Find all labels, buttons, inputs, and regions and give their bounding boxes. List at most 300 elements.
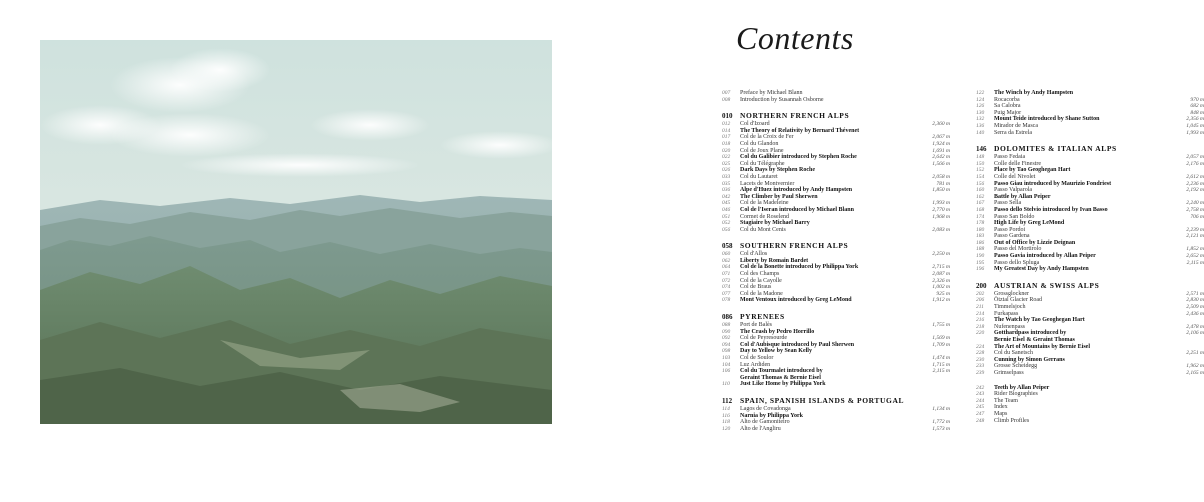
page-number: 077 — [722, 290, 731, 297]
climb-elevation: 2,239 m — [1186, 226, 1204, 233]
page-number: 228 — [976, 350, 985, 357]
entry-title: The Watch by Tao Geoghegan Hart — [994, 317, 1085, 324]
entry-title: Battle by Allan Peiper — [994, 193, 1051, 200]
contents-entry — [976, 194, 1204, 201]
page-number: 224 — [976, 343, 985, 350]
contents-entry — [976, 266, 1204, 273]
page-number: 239 — [976, 369, 985, 376]
entry-title: High Life by Greg LeMond — [994, 220, 1065, 227]
entry-title: Out of Office by Lizzie Deignan — [994, 239, 1076, 246]
contents-entry — [976, 110, 1204, 117]
contents-column-left — [722, 90, 950, 432]
climb-elevation: 1,968 m — [932, 213, 950, 220]
page-number: 118 — [722, 419, 730, 426]
page-number: 012 — [722, 121, 731, 128]
contents-entry — [976, 187, 1204, 194]
contents-entry — [976, 174, 1204, 181]
contents-entry — [976, 391, 1204, 398]
entry-title: Grossglockner — [994, 290, 1029, 297]
page-number: 110 — [722, 381, 730, 388]
entry-title: Ötztal Glacier Road — [994, 297, 1042, 304]
contents-entry — [976, 97, 1204, 104]
entry-title: Cunning by Simon Gerrans — [994, 356, 1065, 363]
section-title: SPAIN, SPANISH ISLANDS & PORTUGAL — [740, 395, 905, 405]
contents-entry — [976, 363, 1204, 370]
page-number: 247 — [976, 410, 985, 417]
climb-elevation: 2,236 m — [1186, 180, 1204, 187]
climb-elevation: 925 m — [936, 290, 950, 297]
entry-title: Mont Ventoux introduced by Greg LeMond — [740, 297, 852, 304]
contents-entry — [976, 233, 1204, 240]
contents-entry — [722, 141, 950, 148]
entry-title: The Winch by Andy Hampsten — [994, 90, 1074, 96]
contents-entry — [976, 130, 1204, 137]
page-number: 122 — [976, 90, 985, 96]
section-heading — [976, 280, 1204, 291]
contents-entry — [722, 297, 950, 304]
entry-title: Colle delle Finestre — [994, 160, 1041, 167]
page-number: 020 — [722, 147, 731, 154]
climb-elevation: 2,652 m — [1186, 253, 1204, 260]
page-number: 245 — [976, 404, 985, 411]
page-number: 033 — [722, 173, 731, 180]
contents-entry — [976, 103, 1204, 110]
climb-elevation: 1,993 m — [932, 200, 950, 207]
page-number: 130 — [976, 109, 985, 116]
contents-entry — [722, 148, 950, 155]
section-title: AUSTRIAN & SWISS ALPS — [994, 280, 1100, 290]
page-number: 126 — [976, 103, 985, 110]
entry-title: The Team — [994, 397, 1018, 404]
page-number: 064 — [722, 264, 731, 271]
contents-entry — [722, 214, 950, 221]
climb-elevation: 2,758 m — [1186, 206, 1204, 213]
section-heading — [722, 311, 950, 322]
section-gap — [722, 304, 950, 308]
contents-entry — [722, 413, 950, 420]
page-number: 088 — [722, 322, 731, 329]
contents-entry — [722, 271, 950, 278]
entry-title: Lacets de Montvernier — [740, 180, 795, 187]
page-number: 168 — [976, 206, 985, 213]
contents-entry — [722, 187, 950, 194]
entry-title: Rider Biographies — [994, 391, 1038, 398]
contents-entry — [722, 342, 950, 349]
entry-title: My Greatest Day by Andy Hampsten — [994, 266, 1089, 273]
contents-entry — [976, 253, 1204, 260]
climb-elevation: 1,755 m — [932, 322, 950, 329]
page-number: 052 — [722, 220, 731, 227]
entry-title: Col de la Madeleine — [740, 200, 789, 207]
contents-entry — [722, 181, 950, 188]
climb-elevation: 706 m — [1190, 213, 1204, 220]
climb-elevation: 2,326 m — [932, 277, 950, 284]
entry-title: Just Like Home by Philippa York — [740, 381, 826, 388]
climb-elevation: 2,240 m — [1186, 200, 1204, 207]
entry-title: Grimselpass — [994, 369, 1024, 376]
contents-entry — [976, 181, 1204, 188]
contents-entry — [976, 297, 1204, 304]
contents-entry — [722, 278, 950, 285]
page-number: 190 — [976, 253, 985, 260]
section-gap — [722, 233, 950, 237]
page-number: 160 — [976, 187, 985, 194]
contents-entry — [722, 97, 950, 104]
climb-elevation: 2,612 m — [1186, 173, 1204, 180]
contents-entry — [722, 368, 950, 375]
page-number: 018 — [722, 140, 731, 147]
page-number: 174 — [976, 213, 985, 220]
contents-entry — [722, 329, 950, 336]
contents-entry — [722, 90, 950, 97]
climb-elevation: 2,250 m — [932, 251, 950, 258]
contents-entry — [722, 174, 950, 181]
contents-entry — [976, 116, 1204, 123]
entry-title: Passo Sella — [994, 200, 1022, 207]
section-title: SOUTHERN FRENCH ALPS — [740, 241, 849, 251]
climb-elevation: 2,770 m — [932, 206, 950, 213]
entry-title: Teeth by Allan Peiper — [994, 384, 1050, 391]
climb-elevation: 2,115 m — [932, 368, 950, 375]
entry-title: The Art of Mountains by Bernie Eisel — [994, 343, 1091, 350]
entry-title: Sa Calobra — [994, 103, 1021, 110]
contents-entry — [976, 260, 1204, 267]
contents-entry — [722, 362, 950, 369]
page-number: 180 — [976, 226, 985, 233]
entry-title: Passo dello Spluga — [994, 259, 1040, 266]
contents-entry — [722, 348, 950, 355]
entry-title: Cormet de Roselend — [740, 213, 789, 220]
page-number: 244 — [976, 397, 985, 404]
page-number: 090 — [722, 328, 731, 335]
page-number: 152 — [976, 167, 985, 174]
entry-title: Passo Giau introduced by Maurizio Fondriest — [994, 180, 1112, 187]
page-number: 195 — [976, 259, 985, 266]
page-number: 074 — [722, 284, 731, 291]
contents-entry — [976, 330, 1204, 337]
page-number: 136 — [976, 122, 985, 129]
page-number: 116 — [722, 412, 730, 419]
page-title: Contents — [736, 20, 854, 56]
climb-elevation: 1,474 m — [932, 355, 950, 361]
climb-elevation: 1,912 m — [932, 297, 950, 304]
entry-title: Timmelsjoch — [994, 304, 1026, 311]
page-number: 178 — [976, 220, 985, 227]
climb-elevation: 1,134 m — [932, 405, 950, 412]
contents-entry — [976, 418, 1204, 425]
page-number: 112 — [722, 396, 733, 405]
contents-entry — [976, 370, 1204, 377]
entry-title: Lagos de Covadonga — [740, 405, 791, 412]
contents-entry — [722, 335, 950, 342]
page-number: 010 — [722, 112, 733, 121]
contents-column-right — [976, 90, 1204, 424]
section-title: PYRENEES — [740, 312, 785, 322]
contents-entry — [722, 194, 950, 201]
entry-title: Preface by Michael Blann — [740, 90, 803, 96]
page-number: 072 — [722, 277, 731, 284]
entry-title: Passo San Boldo — [994, 213, 1035, 220]
climb-elevation: 682 m — [1190, 103, 1204, 110]
climb-elevation: 2,715 m — [932, 264, 950, 271]
contents-entry — [976, 317, 1204, 324]
contents-entry — [976, 161, 1204, 168]
contents-entry — [722, 406, 950, 413]
entry-title: Col de Peyresourde — [740, 335, 787, 342]
page-number: 156 — [976, 180, 985, 187]
contents-entry — [976, 200, 1204, 207]
page-number: 098 — [722, 348, 731, 355]
entry-title: Col de Soulor — [740, 355, 774, 361]
page-number: 186 — [976, 239, 985, 246]
entry-title: Port de Balès — [740, 322, 772, 329]
climb-elevation: 1,569 m — [932, 335, 950, 342]
entry-title: Luz Ardiden — [740, 361, 771, 368]
entry-title: Passo del Mortirolo — [994, 246, 1042, 253]
climb-elevation: 970 m — [1190, 96, 1204, 103]
contents-entry — [976, 123, 1204, 130]
contents-entry — [976, 220, 1204, 227]
page-number: 243 — [976, 391, 985, 398]
page-number: 078 — [722, 297, 731, 304]
contents-entry — [976, 154, 1204, 161]
entry-title: Stagiaire by Michael Barry — [740, 220, 810, 227]
climb-elevation: 1,962 m — [1186, 363, 1204, 370]
page-number: 140 — [976, 129, 985, 136]
page-number: 124 — [976, 96, 985, 103]
climb-elevation: 2,356 m — [1186, 116, 1204, 123]
page-number: 167 — [976, 200, 985, 207]
contents-entry — [722, 264, 950, 271]
entry-title: The Theory of Relativity by Bernard Thévenet — [740, 127, 860, 134]
entry-title: Col de la Cayolle — [740, 277, 782, 284]
climb-elevation: 1,566 m — [932, 160, 950, 167]
contents-entry — [976, 240, 1204, 247]
section-heading — [722, 110, 950, 121]
mountain-landscape-photo — [40, 40, 552, 424]
climb-elevation: 2,176 m — [1186, 160, 1204, 167]
section-title: DOLOMITES & ITALIAN ALPS — [994, 144, 1117, 154]
contents-entry — [722, 154, 950, 161]
contents-entry — [722, 375, 950, 382]
page-number: 202 — [976, 290, 985, 297]
contents-entry — [976, 304, 1204, 311]
page-number: 094 — [722, 341, 731, 348]
page-number: 114 — [722, 405, 730, 412]
contents-entry — [722, 426, 950, 433]
contents-entry — [722, 355, 950, 362]
climb-elevation: 2,165 m — [1186, 369, 1204, 376]
contents-entry — [722, 251, 950, 258]
climb-elevation: 1,993 m — [1186, 129, 1204, 136]
page-number: 042 — [722, 193, 731, 200]
contents-entry — [722, 284, 950, 291]
entry-title: Geraint Thomas & Bernie Eisel — [740, 374, 821, 381]
page-number: 206 — [976, 297, 985, 304]
contents-entry — [722, 167, 950, 174]
climb-elevation: 2,478 m — [1186, 323, 1204, 330]
climb-elevation: 2,058 m — [932, 173, 950, 180]
page-number: 022 — [722, 154, 731, 161]
contents-entry — [722, 161, 950, 168]
climb-elevation: 1,691 m — [932, 147, 950, 154]
page-number: 242 — [976, 384, 985, 391]
entry-title: Nufenenpass — [994, 323, 1025, 330]
entry-title: Rocacorba — [994, 96, 1020, 103]
entry-title: Maps — [994, 410, 1008, 417]
contents-entry — [976, 411, 1204, 418]
page-number: 008 — [722, 96, 731, 103]
page-number: 103 — [722, 355, 731, 361]
contents-entry — [976, 214, 1204, 221]
climb-elevation: 2,360 m — [932, 121, 950, 128]
entry-title: Day to Yellow by Sean Kelly — [740, 348, 812, 355]
page-number: 132 — [976, 116, 985, 123]
page-number: 014 — [722, 127, 731, 134]
climb-elevation: 1,850 m — [932, 187, 950, 194]
contents-entry — [976, 357, 1204, 364]
section-gap — [976, 136, 1204, 140]
contents-entry — [722, 322, 950, 329]
contents-entry — [722, 128, 950, 135]
entry-title: Mirador de Masca — [994, 122, 1038, 129]
section-title: NORTHERN FRENCH ALPS — [740, 111, 850, 121]
page-number: 046 — [722, 206, 731, 213]
page-number: 051 — [722, 213, 731, 220]
page-number: 150 — [976, 160, 985, 167]
section-gap — [722, 103, 950, 107]
entry-title: Col de Joux Plane — [740, 147, 784, 154]
entry-title: Col de l'Iseran introduced by Michael Blann — [740, 206, 854, 213]
contents-entry — [976, 344, 1204, 351]
entry-title: Climb Profiles — [994, 417, 1030, 424]
page-number: 188 — [976, 246, 985, 253]
climb-elevation: 2,571 m — [1186, 290, 1204, 297]
entry-title: Dark Days by Stephen Roche — [740, 167, 816, 174]
climb-elevation: 848 m — [1190, 109, 1204, 116]
climb-elevation: 2,115 m — [1186, 259, 1204, 266]
entry-title: Col de la Croix de Fer — [740, 134, 794, 141]
climb-elevation: 2,642 m — [932, 154, 950, 161]
section-heading — [722, 395, 950, 406]
contents-entry — [976, 324, 1204, 331]
page-number: 058 — [722, 242, 733, 251]
page-number: 045 — [722, 200, 731, 207]
page-number: 183 — [976, 233, 985, 240]
entry-title: Passo Pordoi — [994, 226, 1026, 233]
climb-elevation: 1,772 m — [932, 419, 950, 426]
climb-elevation: 1,573 m — [932, 425, 950, 432]
climb-elevation: 2,192 m — [1186, 187, 1204, 194]
page-number: 056 — [722, 226, 731, 233]
contents-entry — [722, 134, 950, 141]
entry-title: Col d'Aubisque introduced by Paul Sherwen — [740, 341, 855, 348]
page-number: 218 — [976, 323, 985, 330]
section-heading — [976, 143, 1204, 154]
contents-entry — [976, 337, 1204, 344]
entry-title: Col du Lautaret — [740, 173, 778, 180]
entry-title: Passo Gavia introduced by Allan Peiper — [994, 253, 1096, 260]
page-number: 154 — [976, 173, 985, 180]
contents-entry — [976, 167, 1204, 174]
page-number: 146 — [976, 145, 987, 154]
contents-entry — [976, 207, 1204, 214]
page-number: 086 — [722, 313, 733, 322]
entry-title: Passo Fedaia — [994, 154, 1026, 161]
page-number: 071 — [722, 271, 731, 278]
entry-title: Puig Major — [994, 109, 1022, 116]
section-gap — [722, 388, 950, 392]
page-number: 026 — [722, 167, 731, 174]
entry-title: Col du Tourmalet introduced by — [740, 368, 823, 375]
entry-title: Liberty by Romain Bardet — [740, 257, 809, 264]
contents-entry — [722, 291, 950, 298]
page-number: 148 — [976, 154, 985, 161]
page-number: 200 — [976, 281, 987, 290]
entry-title: Col du Mont Cenis — [740, 226, 786, 233]
page-number: 120 — [722, 425, 731, 432]
page-number: 230 — [976, 356, 985, 363]
entry-title: Index — [994, 404, 1008, 411]
contents-entry — [722, 121, 950, 128]
climb-elevation: 2,083 m — [932, 226, 950, 233]
climb-elevation: 2,067 m — [932, 134, 950, 141]
contents-entry — [722, 227, 950, 234]
contents-entry — [722, 200, 950, 207]
entry-title: Col du Télégraphe — [740, 160, 785, 167]
page-number: 007 — [722, 90, 731, 96]
entry-title: Passo Valparola — [994, 187, 1033, 194]
page-number: 025 — [722, 160, 731, 167]
page-number: 214 — [976, 310, 985, 317]
entry-title: Col de la Bonette introduced by Philippa York — [740, 264, 859, 271]
entry-title: Passo dello Stelvio introduced by Ivan Basso — [994, 206, 1108, 213]
entry-title: Colle del Nivolet — [994, 173, 1036, 180]
entry-title: Alpe d'Huez introduced by Andy Hampsten — [740, 187, 853, 194]
entry-title: Alto de Gamoniteiro — [740, 419, 790, 426]
entry-title: Col du Glandon — [740, 140, 779, 147]
page-number: 062 — [722, 257, 731, 264]
climb-elevation: 1,045 m — [1186, 122, 1204, 129]
page-number: 211 — [976, 304, 984, 311]
contents-entry — [976, 350, 1204, 357]
page-number: 233 — [976, 363, 985, 370]
contents-entry — [976, 90, 1204, 97]
climb-elevation: 1,709 m — [932, 341, 950, 348]
entry-title: Passo Gardena — [994, 233, 1030, 240]
page-number: 220 — [976, 330, 985, 337]
entry-title: Place by Tao Geoghegan Hart — [994, 167, 1071, 174]
contents-entry — [722, 207, 950, 214]
entry-title: The Crash by Pedro Horrillo — [740, 328, 815, 335]
contents-entry — [722, 419, 950, 426]
contents-entry — [976, 227, 1204, 234]
entry-title: The Climber by Paul Sherwen — [740, 193, 818, 200]
climb-elevation: 2,509 m — [1186, 304, 1204, 311]
page-number: 017 — [722, 134, 731, 141]
climb-elevation: 2,106 m — [1186, 330, 1204, 337]
page-number: 036 — [722, 187, 731, 194]
entry-title: Grosse Scheidegg — [994, 363, 1038, 370]
entry-title: Col des Champs — [740, 271, 780, 278]
climb-elevation: 2,087 m — [932, 271, 950, 278]
entry-title: Col d'Izoard — [740, 121, 770, 128]
contents-entry — [976, 311, 1204, 318]
page-number: 060 — [722, 251, 731, 258]
contents-entry — [976, 398, 1204, 405]
page-number: 106 — [722, 368, 731, 375]
entry-title: Col de la Madone — [740, 290, 783, 297]
